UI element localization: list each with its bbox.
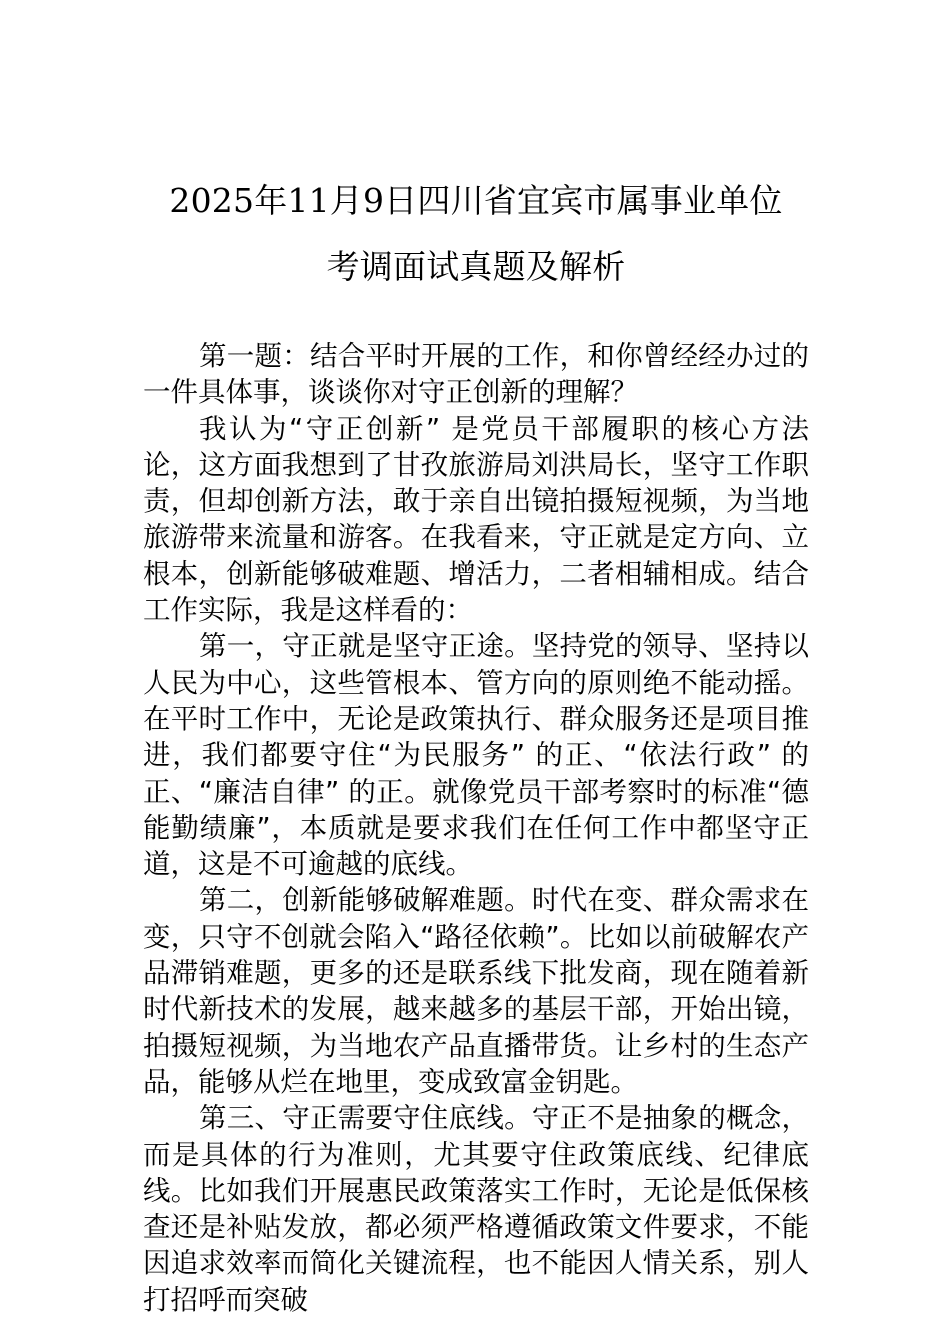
answer-point-1-paragraph: 第一，守正就是坚守正途。坚持党的领导、坚持以人民为中心，这些管根本、管方向的原则绝不能动摇。在平时工作中，无论是政策执行、群众服务还是项目推进，我们都要守住“为民服务” 的正、“依法行政” 的正、“廉洁自律” 的正。就像党员干部考察时的标准“德能勤绩廉”，本质就是要求我们在任何工作中都坚守正道，这是不可逾越的底线。 — [143, 630, 809, 881]
document-body — [143, 168, 809, 1318]
page-title-line-2: 考调面试真题及解析 — [326, 247, 626, 286]
question-paragraph: 第一题：结合平时开展的工作，和你曾经经办过的一件具体事，谈谈你对守正创新的理解？ — [143, 340, 809, 409]
page-title-line-1: 2025年11月9日四川省宜宾市属事业单位 — [169, 181, 783, 220]
answer-point-3-paragraph: 第三、守正需要守住底线。守正不是抽象的概念，而是具体的行为准则，尤其要守住政策底线、纪律底线。比如我们开展惠民政策落实工作时，无论是低保核查还是补贴发放，都必须严格遵循政策文件要求，不能因追求效率而简化关键流程，也不能因人情关系，别人打招呼而突破 — [143, 1102, 809, 1316]
answer-point-2-paragraph: 第二，创新能够破解难题。时代在变、群众需求在变，只守不创就会陷入“路径依赖”。比如以前破解农产品滞销难题，更多的还是联系线下批发商，现在随着新时代新技术的发展，越来越多的基层干部，开始出镜，拍摄短视频，为当地农产品直播带货。让乡村的生态产品，能够从烂在地里，变成致富金钥匙。 — [143, 884, 809, 1098]
answer-intro-paragraph: 我认为“守正创新” 是党员干部履职的核心方法论，这方面我想到了甘孜旅游局刘洪局长，坚守工作职责，但却创新方法，敢于亲自出镜拍摄短视频，为当地旅游带来流量和游客。在我看来，守正就是定方向、立根本，创新能够破难题、增活力，二者相辅相成。结合工作实际，我是这样看的： — [143, 412, 809, 627]
page-title — [143, 168, 809, 300]
